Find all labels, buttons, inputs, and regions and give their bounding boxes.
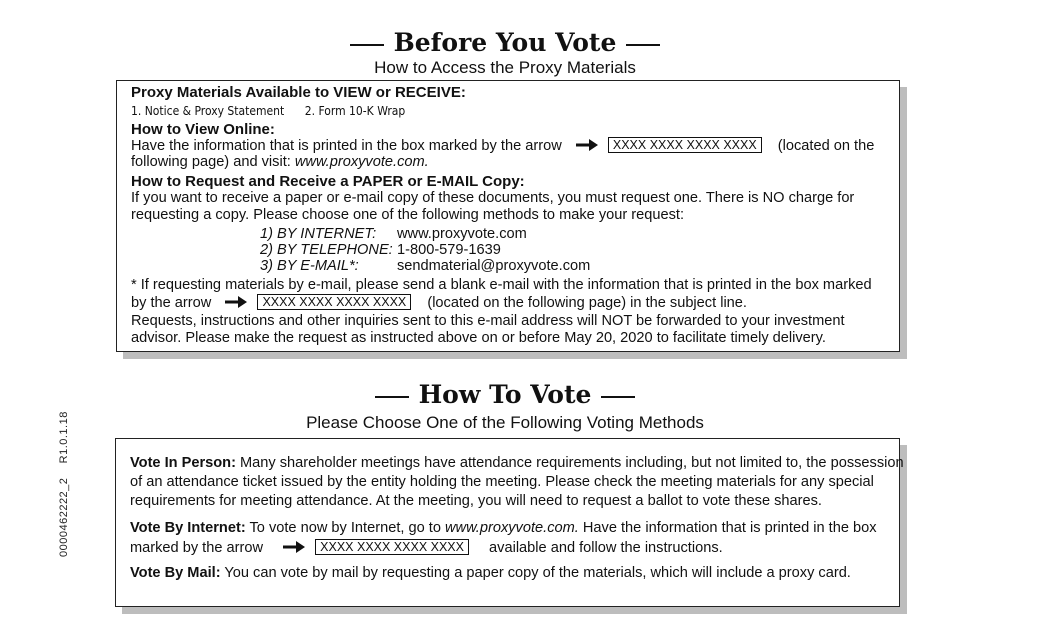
method-internet-label: 1) BY INTERNET: xyxy=(260,226,377,242)
title-dash-left xyxy=(350,44,384,46)
vote-internet-follow: available and follow the instructions. xyxy=(489,540,723,556)
vote-internet-text-b: Have the information that is printed in the box xyxy=(578,520,877,536)
title-dash-right xyxy=(626,44,660,46)
forward-line-2: advisor. Please make the request as instructed above on or before May 20, 2020 to facilitate timely delivery. xyxy=(131,330,826,346)
vote-mail-text: You can vote by mail by requesting a paper copy of the materials, which will include a proxy card. xyxy=(220,565,851,581)
vote-in-person-line-3: requirements for meeting attendance. At the meeting, you will need to request a ballot to vote these shares. xyxy=(130,493,822,509)
method-telephone-label: 2) BY TELEPHONE: xyxy=(260,242,393,258)
view-online-heading: How to View Online: xyxy=(131,121,275,138)
email-note-by-arrow: by the arrow xyxy=(131,295,212,311)
how-to-vote-title xyxy=(0,380,1010,409)
proxy-materials-panel xyxy=(116,80,900,352)
email-note-line-2 xyxy=(131,294,747,312)
how-title-text: How To Vote xyxy=(418,380,592,409)
vote-mail-label: Vote By Mail: xyxy=(130,565,221,581)
title-dash-left xyxy=(375,396,409,398)
method-email-label: 3) BY E-MAIL*: xyxy=(260,258,359,274)
arrow-right-icon xyxy=(576,138,598,152)
control-number-box: XXXX XXXX XXXX XXXX xyxy=(315,539,469,555)
view-online-visit: following page) and visit: xyxy=(131,154,295,170)
materials-heading: Proxy Materials Available to VIEW or RECEIVE: xyxy=(131,84,466,101)
view-online-line-2 xyxy=(131,154,429,171)
view-online-text: Have the information that is printed in the box marked by the arrow xyxy=(131,138,562,154)
control-number-box: XXXX XXXX XXXX XXXX xyxy=(608,137,762,153)
title-dash-right xyxy=(601,396,635,398)
request-line-2: requesting a copy. Please choose one of the following methods to make your request: xyxy=(131,207,685,223)
vote-internet-line-1 xyxy=(130,520,877,537)
method-email-value[interactable]: sendmaterial@proxyvote.com xyxy=(397,258,591,274)
proxyvote-link[interactable]: www.proxyvote.com. xyxy=(445,520,579,536)
materials-list: 1. Notice & Proxy Statement 2. Form 10-K Wrap xyxy=(131,104,406,118)
how-to-vote-subtitle: Please Choose One of the Following Voting Methods xyxy=(306,413,704,432)
view-online-located: (located on the xyxy=(777,138,875,154)
arrow-right-icon xyxy=(225,295,247,309)
email-note-line-1: * If requesting materials by e-mail, please send a blank e-mail with the information that is printed in the box marked xyxy=(131,277,872,293)
arrow-right-icon xyxy=(283,540,305,554)
request-heading: How to Request and Receive a PAPER or E-MAIL Copy: xyxy=(131,173,525,190)
vote-in-person-line-2: of an attendance ticket issued by the entity holding the meeting. Please check the meeting materials for any special xyxy=(130,474,874,490)
vote-in-person-label: Vote In Person: xyxy=(130,455,236,471)
email-note-located: (located on the following page) in the subject line. xyxy=(427,295,747,311)
vote-in-person-line-1 xyxy=(130,455,904,472)
document-code: 0000462222_2 R1.0.1.18 xyxy=(58,411,70,557)
forward-line-1: Requests, instructions and other inquiries sent to this e-mail address will NOT be forwarded to your investment xyxy=(131,313,845,329)
request-line-1: If you want to receive a paper or e-mail copy of these documents, you must request one. There is NO charge for xyxy=(131,190,855,206)
view-online-line-1 xyxy=(131,137,874,155)
proxyvote-link[interactable]: www.proxyvote.com. xyxy=(294,154,429,170)
before-title-text: Before You Vote xyxy=(393,28,617,57)
method-telephone-value[interactable]: 1-800-579-1639 xyxy=(397,242,501,258)
before-you-vote-subtitle: How to Access the Proxy Materials xyxy=(374,58,636,77)
vote-internet-text: To vote now by Internet, go to xyxy=(245,520,445,536)
method-internet-value[interactable]: www.proxyvote.com xyxy=(397,226,527,242)
before-you-vote-title xyxy=(0,28,1010,57)
vote-internet-by-arrow: marked by the arrow xyxy=(130,540,264,556)
voting-methods-panel xyxy=(115,438,904,607)
vote-in-person-text: Many shareholder meetings have attendance requirements including, but not limited to, the possession xyxy=(235,455,904,471)
control-number-box: XXXX XXXX XXXX XXXX xyxy=(257,294,411,310)
vote-mail-line xyxy=(130,565,851,582)
vote-internet-line-2 xyxy=(130,539,723,557)
vote-internet-label: Vote By Internet: xyxy=(130,520,246,536)
